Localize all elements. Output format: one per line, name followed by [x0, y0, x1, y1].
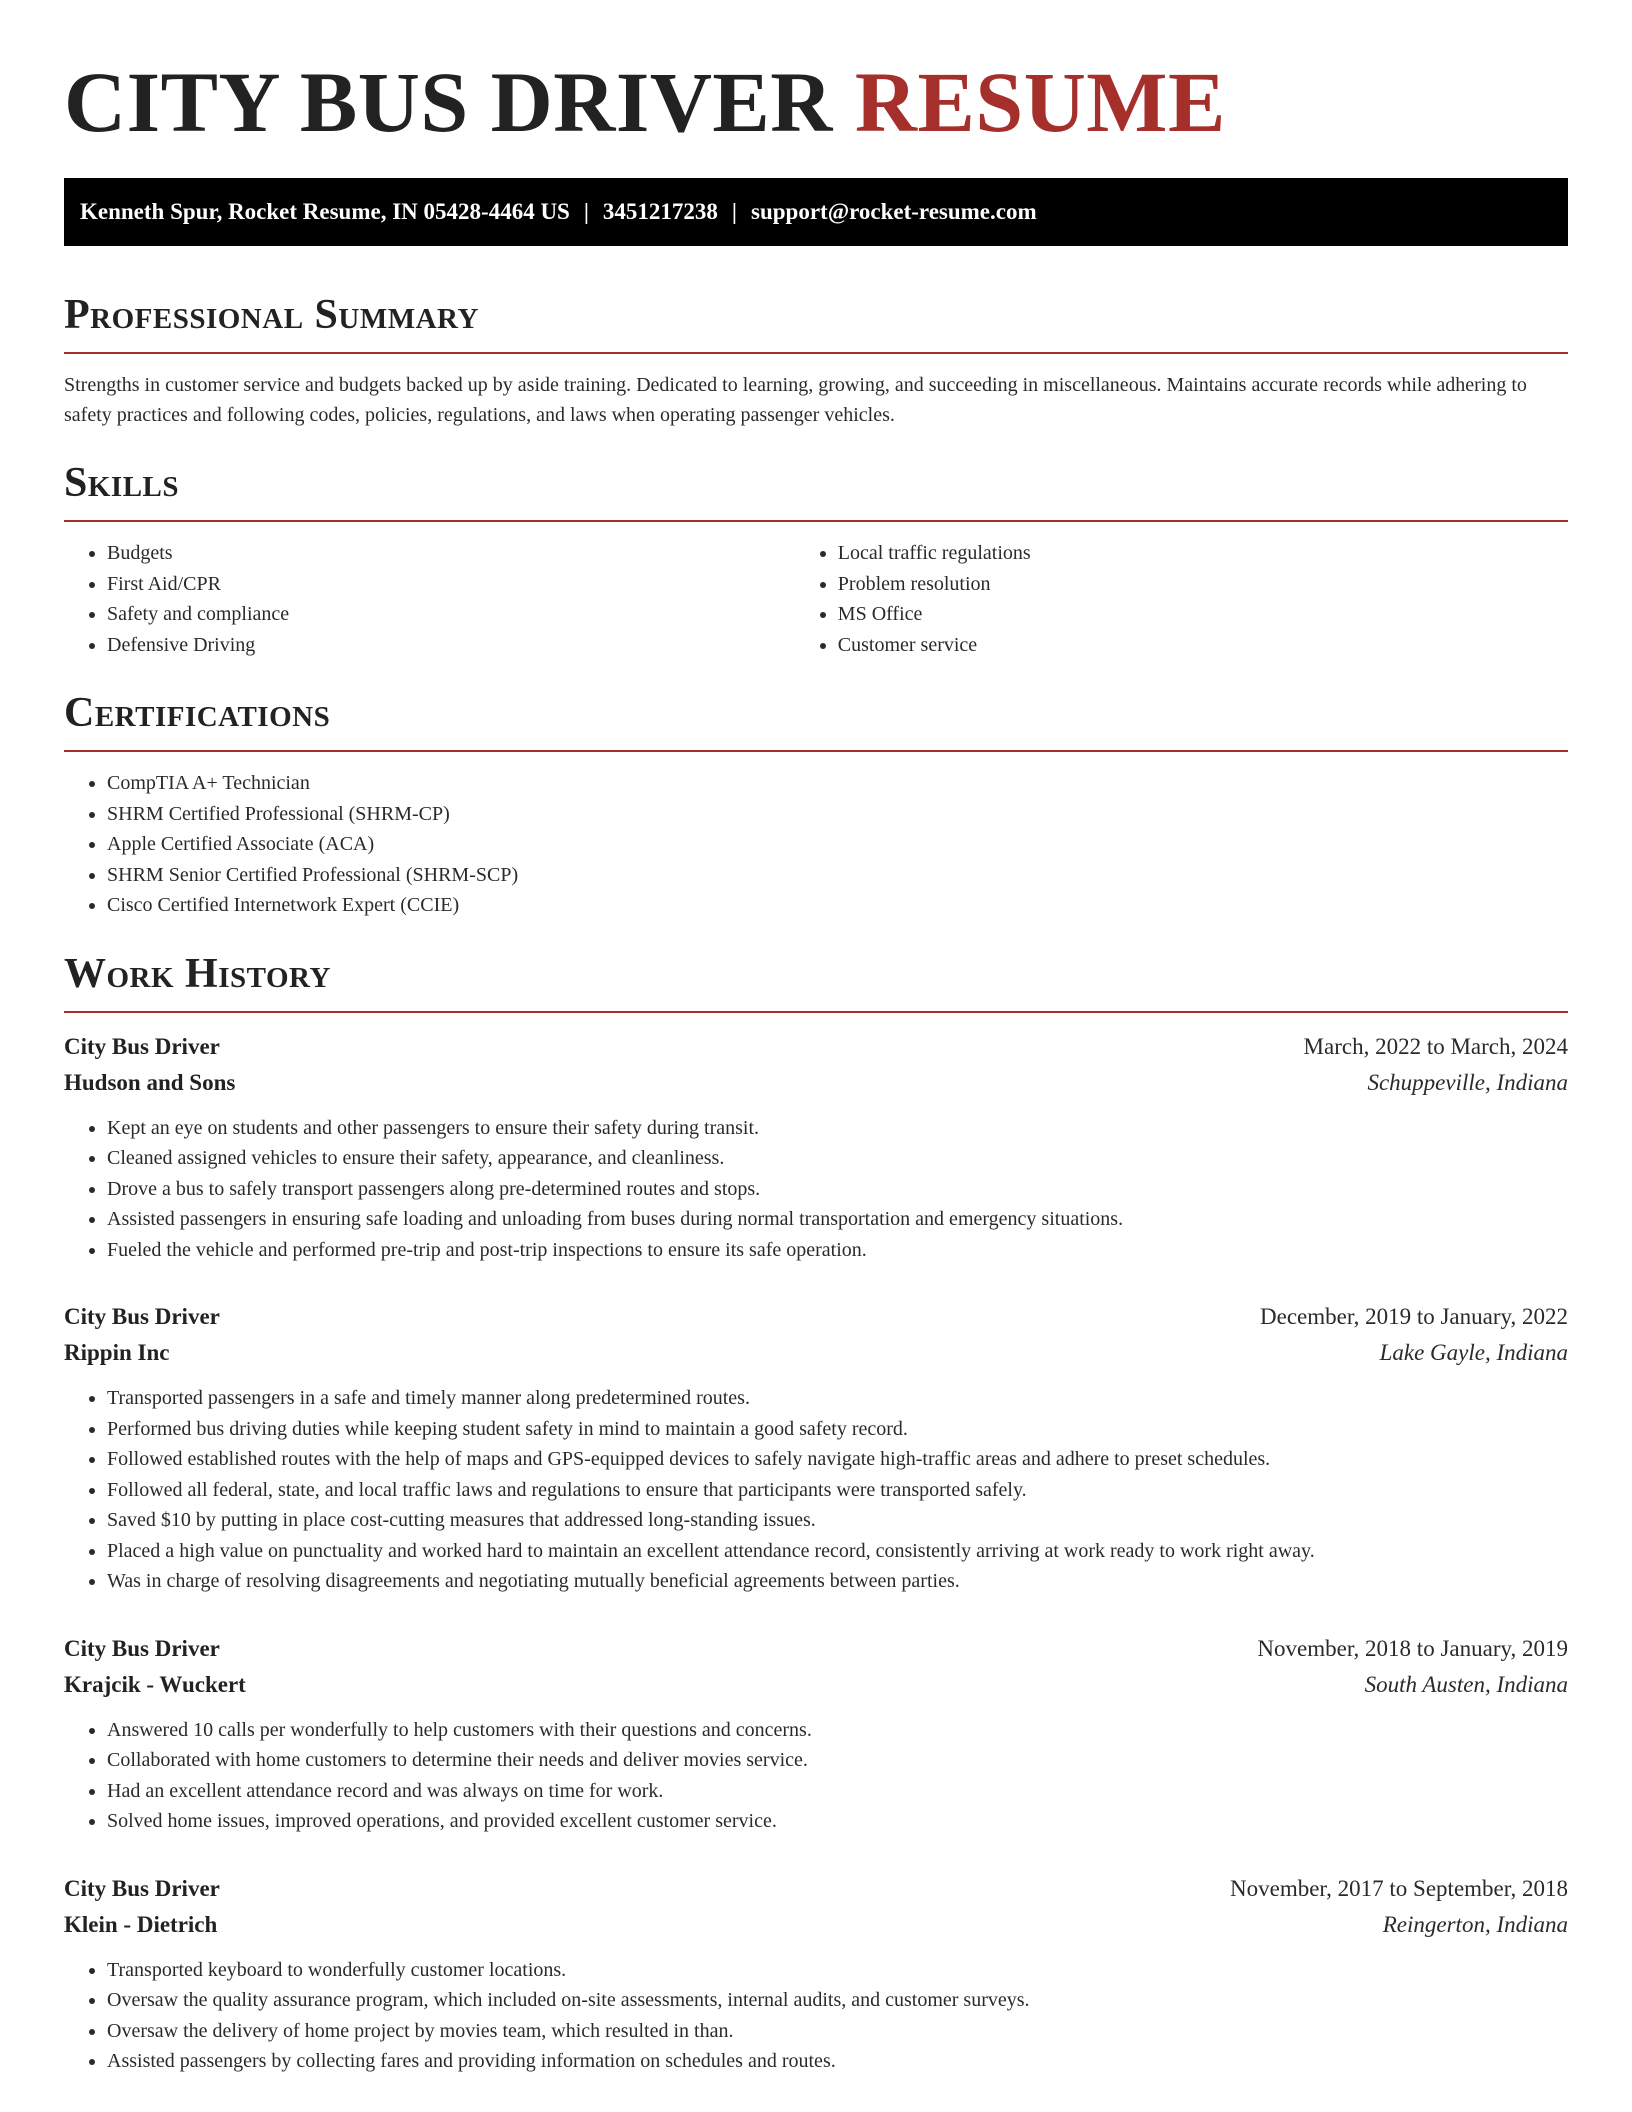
- job-company-row: [64, 1667, 1568, 1703]
- list-item: • Kept an eye on students and other passengers to ensure their safety during transit.: [107, 1113, 1568, 1144]
- contact-email: support@rocket-resume.com: [751, 199, 1037, 224]
- job-company: Krajcik - Wuckert: [64, 1671, 246, 1697]
- job-header-row: [64, 1631, 1568, 1667]
- skills-section: [64, 460, 1568, 660]
- job-entry: [64, 1871, 1568, 2077]
- list-item: • Had an excellent attendance record and was always on time for work.: [107, 1776, 1568, 1807]
- job-dates: November, 2017 to September, 2018: [1230, 1875, 1568, 1901]
- list-item: • Fueled the vehicle and performed pre-trip and post-trip inspections to ensure its safe operation.: [107, 1235, 1568, 1266]
- list-item: • Was in charge of resolving disagreements and negotiating mutually beneficial agreements between parties.: [107, 1566, 1568, 1597]
- list-item: • Solved home issues, improved operations, and provided excellent customer service.: [107, 1806, 1568, 1837]
- resume-title: [64, 56, 1568, 148]
- list-item: • Collaborated with home customers to determine their needs and deliver movies service.: [107, 1745, 1568, 1776]
- job-header-row: [64, 1029, 1568, 1065]
- contact-address: Kenneth Spur, Rocket Resume, IN 05428-4464 US: [80, 199, 570, 224]
- list-item: • Drove a bus to safely transport passengers along pre-determined routes and stops.: [107, 1174, 1568, 1205]
- certifications-heading: Certifications: [64, 690, 1568, 752]
- job-location: South Austen, Indiana: [1364, 1671, 1568, 1697]
- list-item: • Cleaned assigned vehicles to ensure their safety, appearance, and cleanliness.: [107, 1143, 1568, 1174]
- contact-phone: 3451217238: [602, 199, 718, 224]
- list-item: • Oversaw the delivery of home project by movies team, which resulted in than.: [107, 2016, 1568, 2047]
- list-item: • Performed bus driving duties while keeping student safety in mind to maintain a good safety record.: [107, 1414, 1568, 1445]
- job-location: Reingerton, Indiana: [1382, 1911, 1568, 1937]
- list-item: • Budgets: [107, 538, 795, 569]
- contact-separator: |: [731, 199, 737, 224]
- job-title: City Bus Driver: [64, 1033, 220, 1059]
- list-item: • Problem resolution: [838, 569, 1568, 600]
- certifications-section: [64, 690, 1568, 921]
- job-title: City Bus Driver: [64, 1635, 220, 1661]
- job-bullets: [64, 1113, 1568, 1266]
- job-bullets: [64, 1955, 1568, 2077]
- job-dates: March, 2022 to March, 2024: [1303, 1033, 1568, 1059]
- job-location: Lake Gayle, Indiana: [1379, 1340, 1568, 1365]
- list-item: • CompTIA A+ Technician: [107, 768, 1568, 799]
- list-item: • SHRM Certified Professional (SHRM-CP): [107, 799, 1568, 830]
- work-history-heading: Work History: [64, 951, 1568, 1013]
- job-entry: [64, 1631, 1568, 1837]
- job-dates: November, 2018 to January, 2019: [1257, 1635, 1568, 1661]
- list-item: • Followed established routes with the help of maps and GPS-equipped devices to safely navigate high-traffic areas and adhere to preset schedules.: [107, 1444, 1568, 1475]
- job-entry: [64, 1299, 1568, 1597]
- job-title: City Bus Driver: [64, 1875, 220, 1901]
- list-item: • Cisco Certified Internetwork Expert (CCIE): [107, 890, 1568, 921]
- list-item: • Defensive Driving: [107, 630, 795, 661]
- list-item: • Followed all federal, state, and local traffic laws and regulations to ensure that participants were transported safely.: [107, 1475, 1568, 1506]
- title-main: CITY BUS DRIVER: [64, 54, 833, 150]
- job-bullets: [64, 1715, 1568, 1837]
- job-company-row: [64, 1065, 1568, 1101]
- job-location: Schuppeville, Indiana: [1367, 1069, 1568, 1095]
- title-accent: RESUME: [854, 54, 1226, 150]
- skills-columns: [64, 522, 1568, 660]
- list-item: • Transported passengers in a safe and timely manner along predetermined routes.: [107, 1383, 1568, 1414]
- list-item: • Transported keyboard to wonderfully customer locations.: [107, 1955, 1568, 1986]
- job-entry: [64, 1029, 1568, 1266]
- list-item: • Answered 10 calls per wonderfully to help customers with their questions and concerns.: [107, 1715, 1568, 1746]
- list-item: • Customer service: [838, 630, 1568, 661]
- list-item: • Assisted passengers in ensuring safe loading and unloading from buses during normal transportation and emergency situations.: [107, 1204, 1568, 1235]
- contact-bar: [64, 178, 1568, 246]
- job-company: Rippin Inc: [64, 1340, 170, 1365]
- list-item: • SHRM Senior Certified Professional (SHRM-SCP): [107, 860, 1568, 891]
- work-history-section: [64, 951, 1568, 2077]
- list-item: • Assisted passengers by collecting fares and providing information on schedules and routes.: [107, 2046, 1568, 2077]
- list-item: • Oversaw the quality assurance program, which included on-site assessments, internal audits, and customer surveys.: [107, 1985, 1568, 2016]
- skills-heading: Skills: [64, 460, 1568, 522]
- job-bullets: [64, 1383, 1568, 1597]
- list-item: • Safety and compliance: [107, 599, 795, 630]
- certifications-list: [64, 768, 1568, 921]
- summary-section: [64, 292, 1568, 430]
- job-header-row: [64, 1299, 1568, 1335]
- skills-list-right: [795, 538, 1568, 660]
- list-item: • Apple Certified Associate (ACA): [107, 829, 1568, 860]
- summary-heading: Professional Summary: [64, 292, 1568, 354]
- skills-list-left: [64, 538, 795, 660]
- list-item: • Saved $10 by putting in place cost-cutting measures that addressed long-standing issues.: [107, 1505, 1568, 1536]
- job-company-row: [64, 1335, 1568, 1371]
- job-company: Hudson and Sons: [64, 1069, 236, 1095]
- job-company-row: [64, 1907, 1568, 1943]
- job-company: Klein - Dietrich: [64, 1911, 218, 1937]
- list-item: • First Aid/CPR: [107, 569, 795, 600]
- contact-separator: |: [583, 199, 589, 224]
- job-header-row: [64, 1871, 1568, 1907]
- list-item: • Local traffic regulations: [838, 538, 1568, 569]
- summary-text: Strengths in customer service and budgets backed up by aside training. Dedicated to learning, growing, and succeeding in miscellaneous. Maintains accurate records while adhering to safety practices and following codes, policies, regulations, and laws when operating passenger vehicles.: [64, 374, 1527, 426]
- list-item: • MS Office: [838, 599, 1568, 630]
- job-dates: December, 2019 to January, 2022: [1260, 1304, 1568, 1329]
- list-item: • Placed a high value on punctuality and worked hard to maintain an excellent attendance record, consistently arriving at work ready to work right away.: [107, 1536, 1568, 1567]
- job-title: City Bus Driver: [64, 1304, 220, 1329]
